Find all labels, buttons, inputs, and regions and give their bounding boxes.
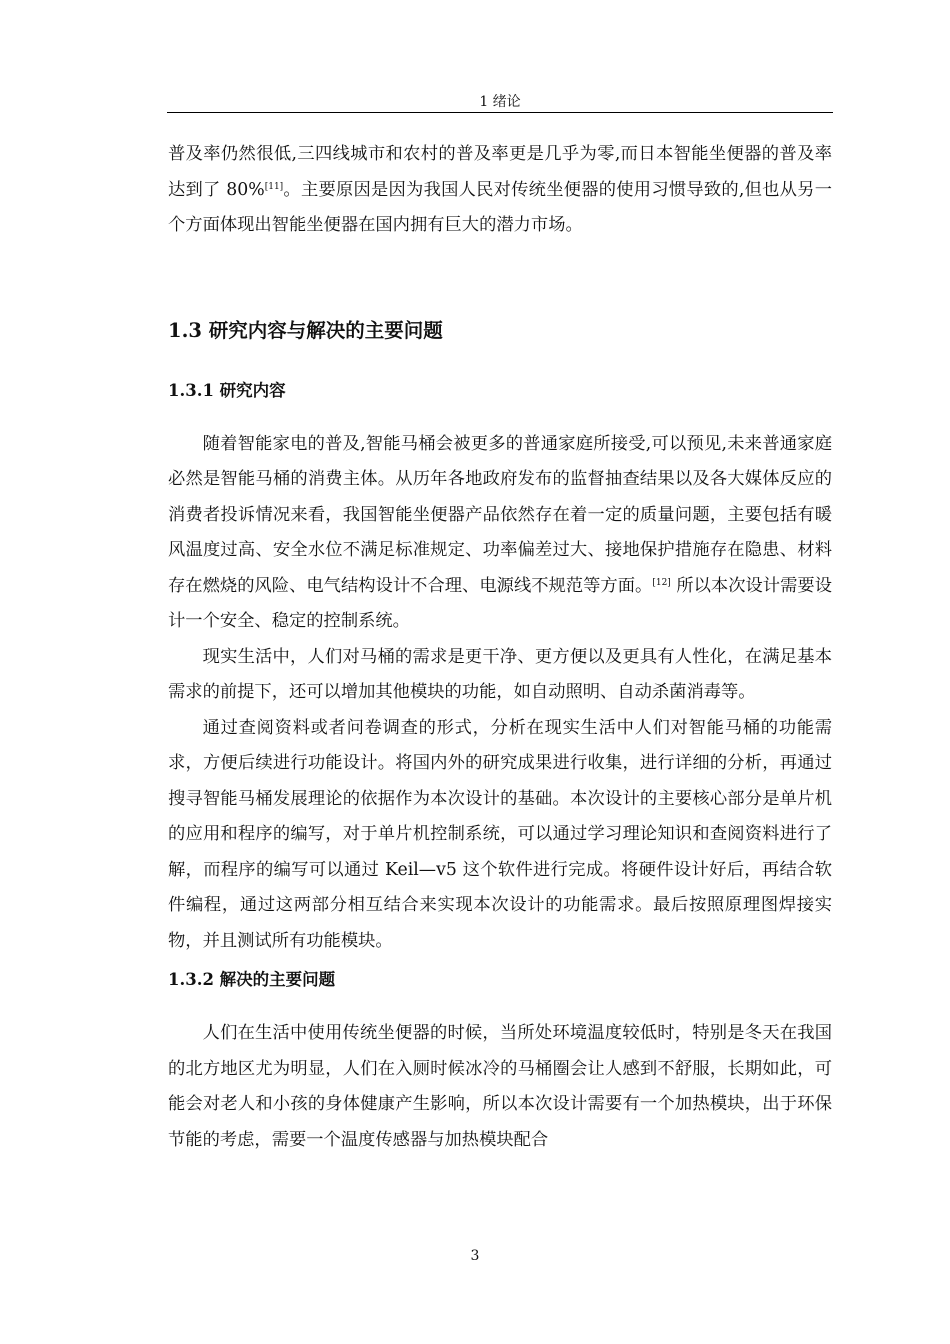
header-rule [167,112,833,113]
page-body [168,137,832,1158]
paragraph: 现实生活中，人们对马桶的需求是更干净、更方便以及更具有人性化，在满足基本需求的前提下，还可以增加其他模块的功能，如自动照明、自动杀菌消毒等。 [168,646,832,702]
paragraph: 通过查阅资料或者问卷调查的形式，分析在现实生活中人们对智能马桶的功能需求，方便后续进行功能设计。将国内外的研究成果进行收集，进行详细的分析，再通过搜寻智能马桶发展理论的依据作为本次设计的基础。本次设计的主要核心部分是单片机的应用和程序的编写，对于单片机控制系统，可以通过学习理论知识和查阅资料进行了解，而程序的编写可以通过 Keil—v5 这个软件进行完成。将硬件设计好后，再结合软件编程，通过这两部分相互结合来实现本次设计的功能需求。最后按照原理图焊接实物，并且测试所有功能模块。 [168,717,832,951]
subsection-heading-research-content: 1.3.1 研究内容 [168,380,286,400]
paragraph-intro [168,137,832,244]
paragraph [168,427,832,640]
paragraph: 人们在生活中使用传统坐便器的时候，当所处环境温度较低时，特别是冬天在我国的北方地区尤为明显，人们在入厕时候冰冷的马桶圈会让人感到不舒服，长期如此，可能会对老人和小孩的身体健康产生影响，所以本次设计需要有一个加热模块，出于环保节能的考虑，需要一个温度传感器与加热模块配合 [168,1023,832,1150]
paragraph-text: 普及率仍然很低,三四线城市和农村的普及率更是几乎为零,而日本智能坐便器的普及率达到了 80% [168,144,832,200]
paragraph-text: 所以本次设计需要设计一个安全、稳定的控制系统。 [168,575,832,631]
paragraph-text: 随着智能家电的普及,智能马桶会被更多的普通家庭所接受,可以预见,未来普通家庭必然是智能马桶的消费主体。从历年各地政府发布的监督抽查结果以及各大媒体反应的消费者投诉情况来看，我国智能坐便器产品依然存在着一定的质量问题，主要包括有暖风温度过高、安全水位不满足标准规定、功率偏差过大、接地保护措施存在隐患、材料存在燃烧的风险、电气结构设计不合理、电源线不规范等方面。 [168,433,832,596]
running-header: 1 绪论 [479,94,521,110]
page-number: 3 [470,1248,480,1264]
citation: [11] [264,181,284,192]
section-heading: 1.3 研究内容与解决的主要问题 [168,318,443,342]
paragraph-text: 。主要原因是因为我国人民对传统坐便器的使用习惯导致的,但也从另一个方面体现出智能坐便器在国内拥有巨大的潜力市场。 [168,179,832,235]
subsection-heading-main-problems: 1.3.2 解决的主要问题 [168,970,336,989]
citation: [12] [652,577,671,588]
